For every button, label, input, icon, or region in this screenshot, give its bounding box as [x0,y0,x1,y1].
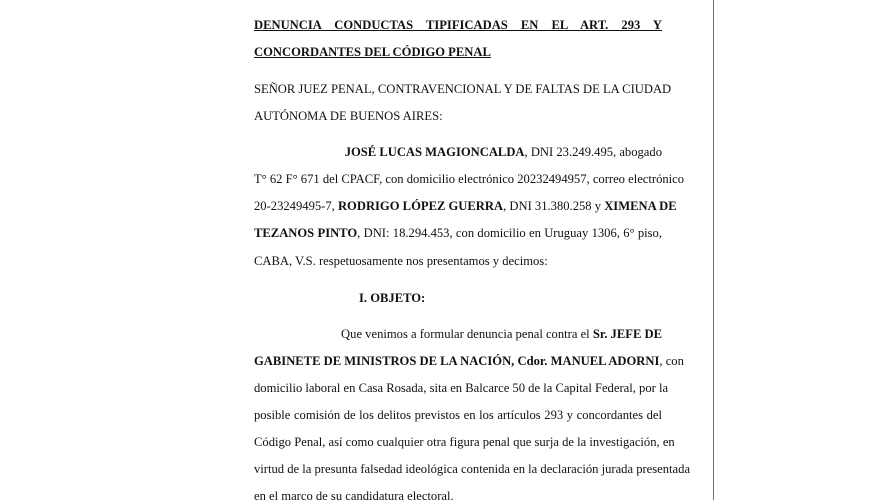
document-title-line-1: DENUNCIA CONDUCTAS TIPIFICADAS EN EL ART. 293 Y [254,18,662,32]
body-line-1-a: Que venimos a formular denuncia penal contra el [341,327,593,341]
body-line-2 [254,353,684,369]
body-line-3: domicilio laboral en Casa Rosada, sita en Balcarce 50 de la Capital Federal, por la [254,381,669,395]
complainant-name-1: JOSÉ LUCAS MAGIONCALDA [344,145,525,159]
complainant-name-3-part-2: TEZANOS PINTO [254,226,358,240]
body-line-4: posible comisión de los delitos previstos en los artículos 293 y concordantes del [254,408,662,422]
intro-line-1 [254,144,662,160]
addressee-line-2: AUTÓNOMA DE BUENOS AIRES: [254,109,443,123]
intro-line-3-a: 20-23249495-7, [254,199,338,213]
intro-line-4 [254,225,662,241]
document-title-line-2: CONCORDANTES DEL CÓDIGO PENAL [254,45,491,59]
intro-line-4-tail: , DNI: 18.294.453, con domicilio en Uruguay 1306, 6° piso, [357,226,662,240]
complainant-name-2: RODRIGO LÓPEZ GUERRA [337,199,504,213]
body-line-5: Código Penal, así como cualquier otra figura penal que surja de la investigación, en [254,435,675,449]
accused-title-part-2: GABINETE DE MINISTROS DE LA NACIÓN, Cdor. MANUEL ADORNI [254,354,660,368]
complainant-name-3-part-1: XIMENA DE [604,199,677,213]
intro-line-5: CABA, V.S. respetuosamente nos presentamos y decimos: [254,254,548,268]
intro-line-2: T° 62 F° 671 del CPACF, con domicilio electrónico 20232494957, correo electrónico [254,172,685,186]
body-line-7: en el marco de su candidatura electoral. [254,489,454,503]
intro-line-1-tail: , DNI 23.249.495, abogado [524,145,662,159]
section-heading-objeto: I. OBJETO: [359,291,426,305]
accused-title-part-1: Sr. JEFE DE [592,327,662,341]
intro-line-3-b: , DNI 31.380.258 y [503,199,605,213]
document-page [254,0,691,503]
page-edge-divider [713,0,714,500]
body-line-2-tail: , con [659,354,684,368]
body-line-1 [254,326,662,342]
body-line-6: virtud de la presunta falsedad ideológica contenida en la declaración jurada presentada [254,462,691,476]
intro-line-3 [254,198,677,214]
addressee-line-1: SEÑOR JUEZ PENAL, CONTRAVENCIONAL Y DE FALTAS DE LA CIUDAD [254,82,672,96]
